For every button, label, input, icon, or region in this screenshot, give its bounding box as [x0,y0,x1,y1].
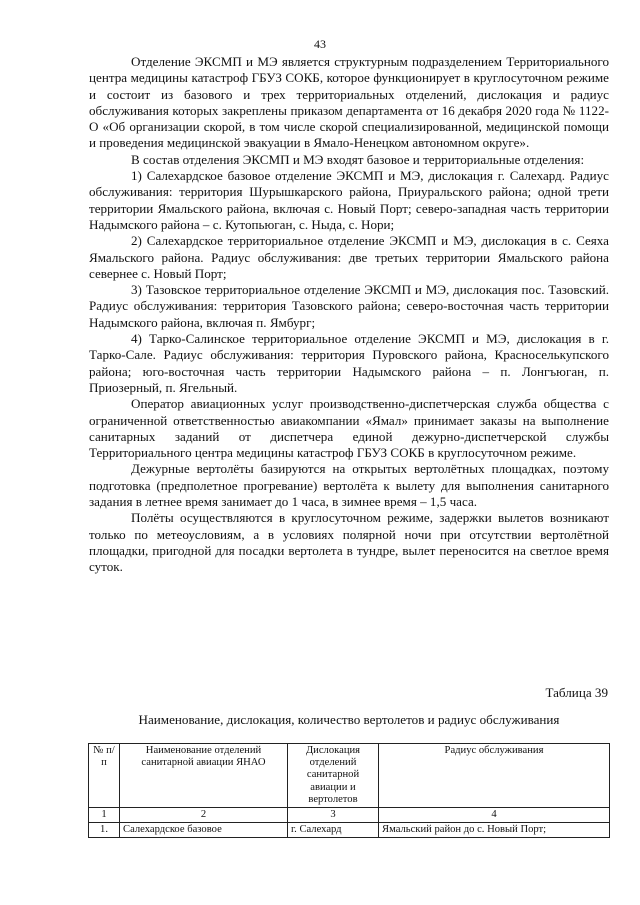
table-header-row [89,744,610,808]
paragraph-item-2: 2) Салехардское территориальное отделение ЭКСМП и МЭ, дислокация в с. Сеяха Ямальского района. Радиус обслуживания: две третьих территории Ямальского района севернее с. Новый Порт; [89,233,609,281]
paragraph-item-1: 1) Салехардское базовое отделение ЭКСМП и МЭ, дислокация г. Салехард. Радиус обслуживания: территория Шурышкарского района, Приуральского района; одной трети территории Ямальского района, включая с. Новый Порт; северо-западная часть территории Надымского района – с. Кутопьюган, с. Ныда, с. Нори; [89,168,609,232]
table-cell-number: 1. [89,823,120,838]
table-label: Таблица 39 [545,685,608,700]
header-radius: Радиус обслуживания [379,744,610,808]
aviation-table [88,743,610,838]
table-cell-name: Салехардское базовое [120,823,288,838]
paragraph-composition: В состав отделения ЭКСМП и МЭ входят базовое и территориальные отделения: [131,151,585,167]
paragraph-item-4: 4) Тарко-Салинское территориальное отделение ЭКСМП и МЭ, дислокация в г. Тарко-Сале. Радиус обслуживания: территория Пуровского района, Красноселькупского района; юго-восточная часть территории Надымского района – п. Лонгъюган, п. Приозерный, п. Ягельный. [89,331,609,395]
page-number: 43 [314,37,326,51]
table-title: Наименование, дислокация, количество вертолетов и радиус обслуживания [138,712,560,727]
column-number: 4 [379,808,610,823]
table-cell-radius: Ямальский район до с. Новый Порт; [379,823,610,838]
paragraph-flights: Полёты осуществляются в круглосуточном режиме, задержки вылетов возникают только по метеоусловиям, а в условиях полярной ночи при отсутствии вертолётной площадки, пригодной для посадки вертолета в тундре, вылет переносится на светлое время суток. [89,510,609,575]
header-number: № п/п [89,744,120,808]
paragraph-intro: Отделение ЭКСМП и МЭ является структурным подразделением Территориального центра медицины катастроф ГБУЗ СОКБ, которое функционирует в круглосуточном режиме и состоит из базового и трех территориальных отделений, дислокация и радиус обслуживания которых закреплены приказом департамента от 16 декабря 2020 года № 1122-О «Об организации скорой, в том числе скорой специализированной, медицинской помощи и проведения медицинской эвакуации в Ямало-Ненецком автономном округе». [89,54,609,151]
paragraph-operator: Оператор авиационных услуг производственно-диспетчерская служба общества с ограниченной ответственностью авиакомпании «Ямал» принимает заказы на выполнение санитарных заданий от диспетчера единой дежурно-диспетчерской службы Территориального центра медицины катастроф ГБУЗ СОКБ в круглосуточном режиме. [89,396,609,461]
paragraph-item-3: 3) Тазовское территориальное отделение ЭКСМП и МЭ, дислокация пос. Тазовский. Радиус обслуживания: территория Тазовского района; северо-восточная часть территории Надымского района, включая п. Ямбург; [89,282,609,330]
column-number: 1 [89,808,120,823]
column-number: 2 [120,808,288,823]
paragraph-helicopters: Дежурные вертолёты базируются на открытых вертолётных площадках, поэтому подготовка (предполетное прогревание) вертолёта к вылету для выполнения санитарного задания в летнее время занимает до 1 часа, в зимнее время – 1,5 часа. [89,461,609,510]
header-name: Наименование отделений санитарной авиации ЯНАО [120,744,288,808]
column-number: 3 [288,808,379,823]
table-cell-location: г. Салехард [288,823,379,838]
document-body [89,54,609,576]
table-column-numbers-row [89,808,610,823]
header-location: Дислокация отделений санитарной авиации и вертолетов [288,744,379,808]
table-row [89,823,610,838]
